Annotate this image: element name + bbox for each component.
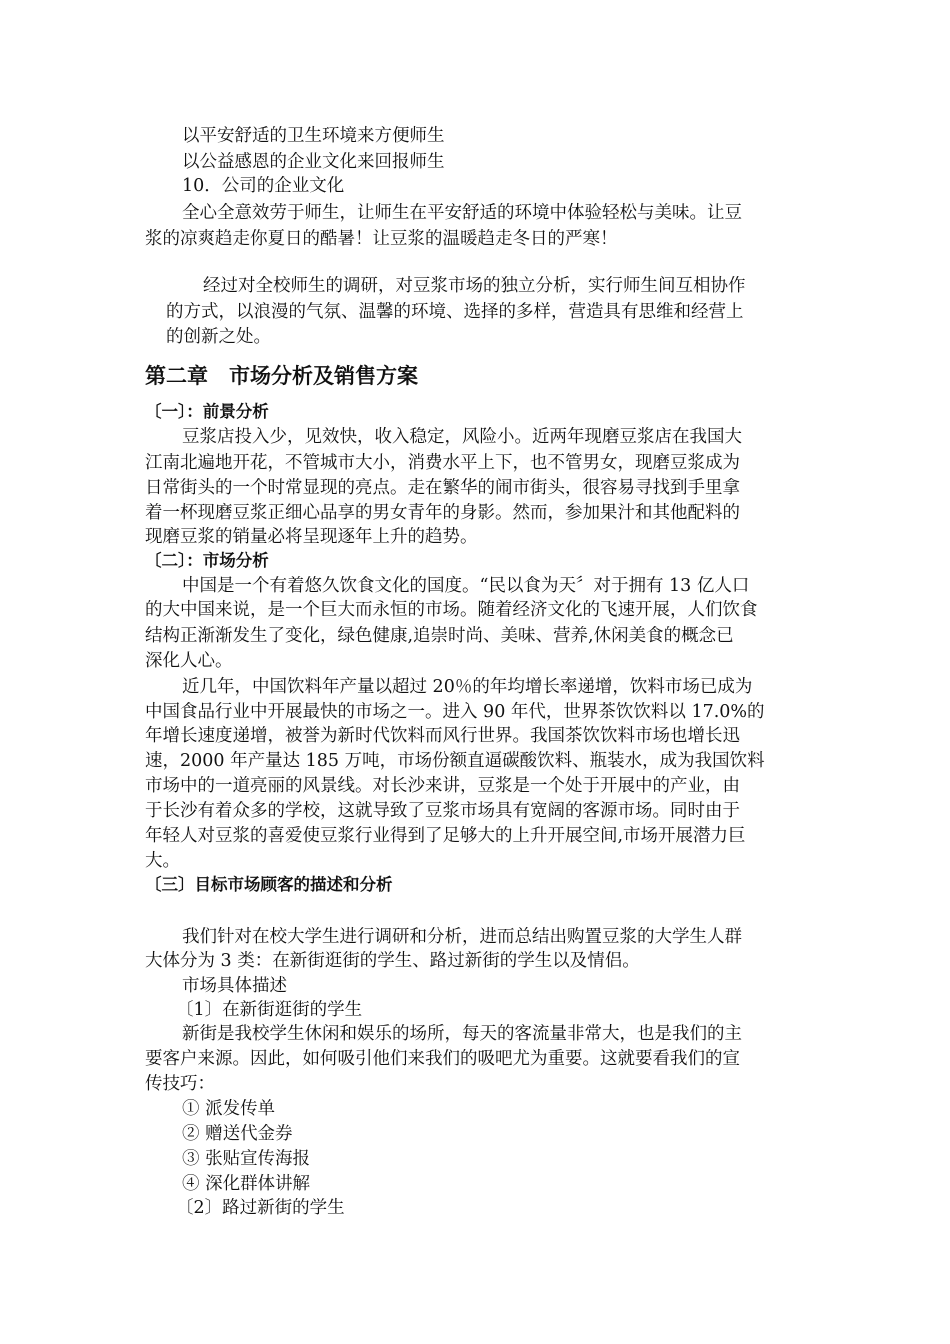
text-line: 深化人心。	[145, 651, 233, 671]
list-item: ① 派发传单	[182, 1099, 276, 1119]
text-line: 的创新之处。	[166, 327, 271, 347]
text-line: 以平安舒适的卫生环境来方便师生	[182, 126, 445, 146]
section-heading-1: 〔一〕：前景分析	[145, 402, 269, 421]
text-line: 着一杯现磨豆浆正细心品享的男女青年的身影。然而，参加果汁和其他配料的	[145, 503, 740, 523]
text-line: 速，2000 年产量达 185 万吨，市场份额直逼碳酸饮料、瓶装水，成为我国饮料	[145, 751, 765, 771]
text-line: 的方式，以浪漫的气氛、温馨的环境、选择的多样，营造具有思维和经营上	[166, 302, 744, 322]
text-line: 市场中的一道亮丽的风景线。对长沙来讲，豆浆是一个处于开展中的产业，由	[145, 776, 740, 796]
text-line: 〔2〕路过新街的学生	[176, 1198, 345, 1218]
text-line: 以公益感恩的企业文化来回报师生	[182, 152, 445, 172]
text-line: 大。	[145, 851, 180, 871]
chapter-title: 第二章 市场分析及销售方案	[145, 364, 418, 388]
text-line: 结构正渐渐发生了变化，绿色健康,追崇时尚、美味、营养,休闲美食的概念已	[145, 626, 734, 646]
list-item: ② 赠送代金券	[182, 1124, 293, 1144]
section-heading-3: 〔三〕目标市场顾客的描述和分析	[145, 875, 393, 894]
text-line: 江南北遍地开花，不管城市大小，消费水平上下，也不管男女，现磨豆浆成为	[145, 453, 740, 473]
text-line: 现磨豆浆的销量必将呈现逐年上升的趋势。	[145, 527, 478, 547]
text-line: 我们针对在校大学生进行调研和分析，进而总结出购置豆浆的大学生人群	[182, 927, 742, 947]
text-line: 近几年，中国饮料年产量以超过 20％的年均增长率递增，饮料市场已成为	[182, 677, 753, 697]
text-line: 大体分为 3 类：在新街逛街的学生、路过新街的学生以及情侣。	[145, 951, 640, 971]
text-line: 日常街头的一个时常显现的亮点。走在繁华的闹市街头，很容易寻找到手里拿	[145, 478, 740, 498]
list-item: ③ 张贴宣传海报	[182, 1149, 311, 1169]
text-line: 传技巧：	[145, 1074, 215, 1094]
text-line: 年轻人对豆浆的喜爱使豆浆行业得到了足够大的上升开展空间,市场开展潜力巨	[145, 826, 746, 846]
text-line: 市场具体描述	[182, 976, 287, 996]
text-line: 10．公司的企业文化	[182, 176, 345, 196]
text-line: 的大中国来说，是一个巨大而永恒的市场。随着经济文化的飞速开展，人们饮食	[145, 600, 758, 620]
text-line: 新街是我校学生休闲和娱乐的场所，每天的客流量非常大，也是我们的主	[182, 1024, 742, 1044]
text-line: 浆的凉爽趋走你夏日的酷暑！让豆浆的温暖趋走冬日的严寒！	[145, 229, 618, 249]
text-line: 于长沙有着众多的学校，这就导致了豆浆市场具有宽阔的客源市场。同时由于	[145, 801, 740, 821]
text-line: 中国食品行业中开展最快的市场之一。进入 90 年代，世界茶饮饮料以 17.0%的	[145, 702, 765, 722]
section-heading-2: 〔二〕：市场分析	[145, 551, 269, 570]
text-line: 年增长速度递增，被誉为新时代饮料而风行世界。我国茶饮饮料市场也增长迅	[145, 726, 740, 746]
list-item: ④ 深化群体讲解	[182, 1174, 311, 1194]
text-line: 〔1〕在新街逛街的学生	[176, 1000, 363, 1020]
text-line: 经过对全校师生的调研，对豆浆市场的独立分析，实行师生间互相协作	[203, 276, 746, 296]
text-line: 全心全意效劳于师生，让师生在平安舒适的环境中体验轻松与美味。让豆	[182, 203, 742, 223]
text-line: 豆浆店投入少，见效快，收入稳定，风险小。近两年现磨豆浆店在我国大	[182, 427, 742, 447]
text-line: 要客户来源。因此，如何吸引他们来我们的吸吧尤为重要。这就要看我们的宣	[145, 1049, 740, 1069]
text-line: 中国是一个有着悠久饮食文化的国度。“民以食为天〞对于拥有 13 亿人口	[182, 576, 750, 596]
